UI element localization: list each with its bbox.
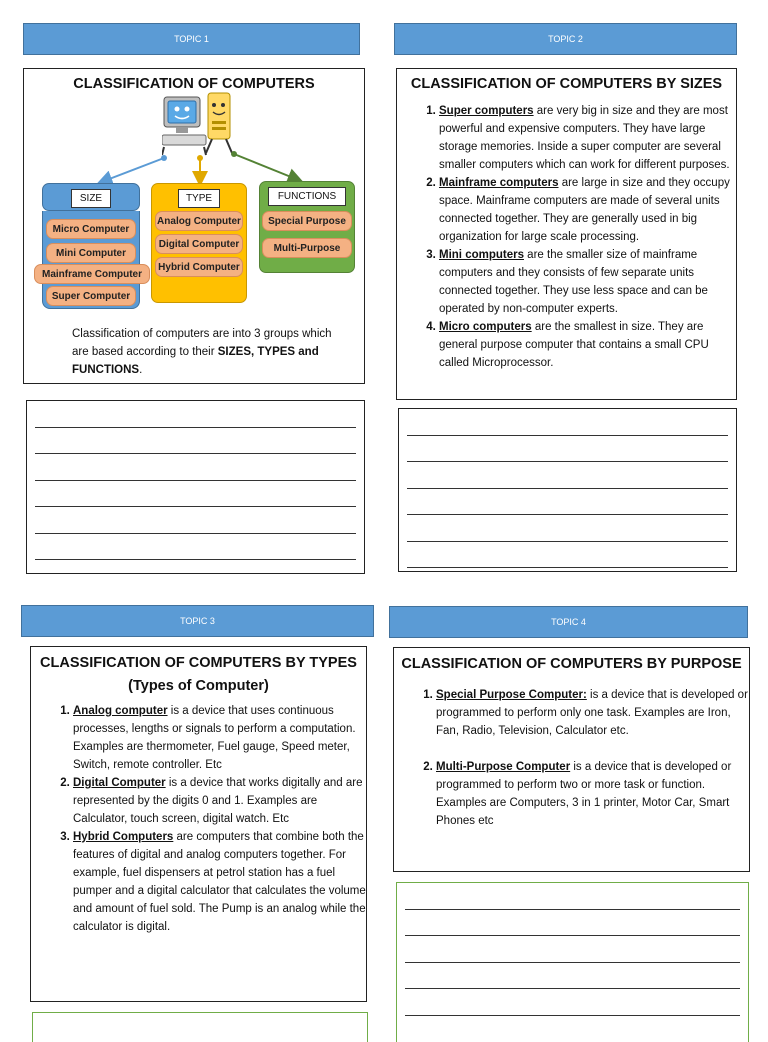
type-group-label: TYPE — [178, 189, 220, 208]
type-item-hybrid: Hybrid Computer — [155, 257, 243, 277]
classification-diagram — [24, 69, 364, 329]
answer-line[interactable] — [35, 428, 356, 455]
topic4-card — [393, 647, 750, 872]
list-item: 4. Micro computers are the smallest in size. They are general purpose computer that contains a small CPU called Microprocessor. — [439, 318, 736, 372]
caption-bold: SIZES, TYPES and FUNCTIONS — [72, 346, 319, 376]
size-item-mini: Mini Computer — [46, 243, 136, 263]
answer-line[interactable] — [407, 489, 728, 516]
answer-line[interactable] — [35, 534, 356, 561]
list-item: 2. Digital Computer is a device that works digitally and are represented by the digits 0 and 1. Examples are Calculator, touch screen, digital watch. Etc — [73, 774, 366, 828]
answer-line[interactable] — [35, 481, 356, 508]
topic2-title: CLASSIFICATION OF COMPUTERS BY SIZES — [410, 76, 723, 92]
topic2-banner: TOPIC 2 — [394, 23, 737, 55]
caption-start: Classification of computers are into 3 groups which are based according to their — [72, 328, 332, 358]
list-item: 2. Multi-Purpose Computer is a device that is developed or programmed to perform two or more task or function. Examples are Computers, 3 in 1 printer, Motor Car, Smart Phones etc — [436, 758, 749, 830]
topic3-subtitle: (Types of Computer) — [128, 678, 269, 694]
type-item-analog: Analog Computer — [155, 211, 243, 231]
functions-item-special: Special Purpose — [262, 211, 352, 231]
functions-group-label: FUNCTIONS — [268, 187, 346, 206]
answer-line[interactable] — [405, 989, 740, 1016]
topic4-notes — [396, 882, 749, 1042]
topic2-card — [396, 68, 737, 400]
answer-line[interactable] — [407, 436, 728, 463]
size-item-micro: Micro Computer — [46, 219, 136, 239]
list-item: 1. Analog computer is a device that uses continuous processes, lengths or signals to perform a computation. Examples are thermometer, Fuel gauge, Speed meter, Switch, remote controller. Etc — [73, 702, 366, 774]
topic1-banner: TOPIC 1 — [23, 23, 360, 55]
size-group — [42, 183, 140, 211]
list-item: 3. Hybrid Computers are computers that combine both the features of digital and analog computers together. For example, fuel dispensers at petrol station has a fuel pumper and a digital calculator that calculates the volume and amount of fuel sold. The Pump is an analog while the calculator is digital. — [73, 828, 366, 936]
topic3-banner: TOPIC 3 — [21, 605, 374, 637]
answer-line[interactable] — [407, 542, 728, 569]
answer-line[interactable] — [405, 883, 740, 910]
size-list — [397, 102, 736, 372]
topic3-card — [30, 646, 367, 1002]
answer-line[interactable] — [405, 936, 740, 963]
answer-line[interactable] — [407, 409, 728, 436]
topic1-title: CLASSIFICATION OF COMPUTERS — [73, 76, 315, 92]
list-item: 1. Special Purpose Computer: is a device that is developed or programmed to perform only one task. Examples are Iron, Fan, Radio, Television, Calculator etc. — [436, 686, 749, 740]
answer-line[interactable] — [35, 507, 356, 534]
answer-line[interactable] — [407, 462, 728, 489]
caption-end: . — [139, 364, 143, 376]
topic4-banner: TOPIC 4 — [389, 606, 748, 638]
connector-arrows — [24, 69, 366, 199]
functions-item-multi: Multi-Purpose — [262, 238, 352, 258]
list-item: 1. Super computers are very big in size and they are most powerful and expensive computers. They have large storage memories. Inside a super computer are several smaller computers which can work for different purposes. — [439, 102, 736, 174]
topic1-card — [23, 68, 365, 384]
topic2-notes — [398, 408, 737, 572]
topic4-title: CLASSIFICATION OF COMPUTERS BY PURPOSE — [401, 656, 742, 672]
answer-line[interactable] — [407, 515, 728, 542]
topic3-title: CLASSIFICATION OF COMPUTERS BY TYPES — [40, 655, 357, 671]
topic3-notes — [32, 1012, 368, 1042]
answer-line[interactable] — [405, 963, 740, 990]
size-group-label: SIZE — [71, 189, 111, 208]
size-item-super: Super Computer — [46, 286, 136, 306]
topic1-notes — [26, 400, 365, 574]
type-item-digital: Digital Computer — [155, 234, 243, 254]
size-item-mainframe: Mainframe Computer — [34, 264, 150, 284]
purpose-list — [394, 686, 749, 830]
answer-line[interactable] — [35, 454, 356, 481]
type-list — [31, 702, 366, 936]
list-item: 2. Mainframe computers are large in size and they occupy space. Mainframe computers are made of several units connected together. They are generally used in big organization for large scale processing. — [439, 174, 736, 246]
answer-line[interactable] — [35, 401, 356, 428]
topic1-caption — [72, 325, 332, 379]
answer-line[interactable] — [405, 910, 740, 937]
list-item: 3. Mini computers are the smaller size of mainframe computers and they consists of few separate units connected together. They use less space and can be operated by non-computer experts. — [439, 246, 736, 318]
